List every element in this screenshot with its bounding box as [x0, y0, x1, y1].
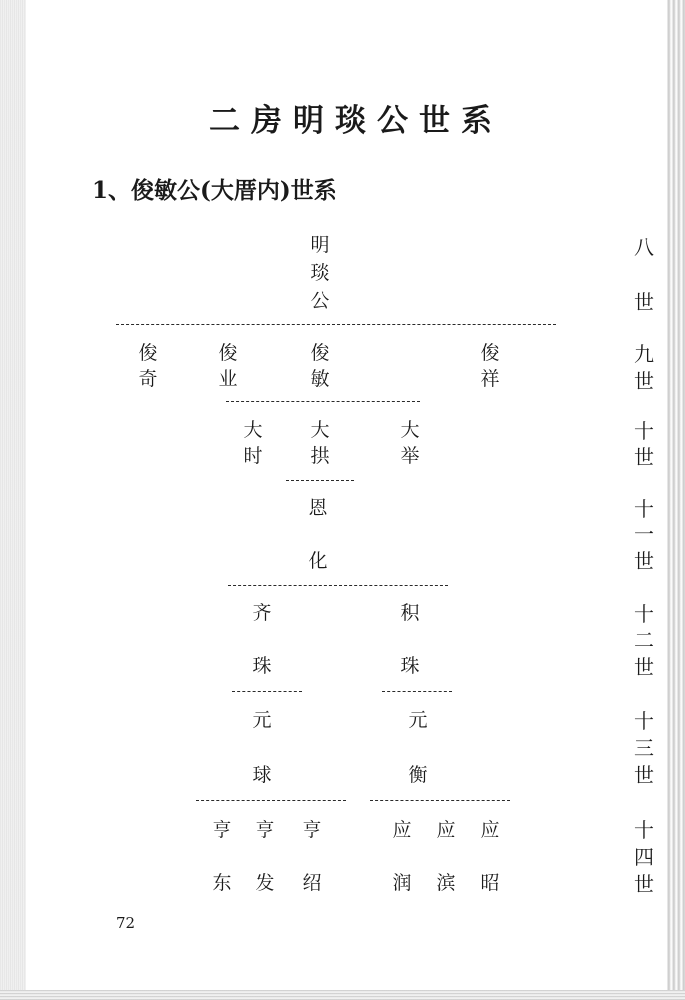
gen-label-char: 世 — [634, 549, 654, 573]
person-qizhu-2: 珠 — [252, 655, 272, 677]
person-yuanheng-2: 衡 — [408, 764, 428, 786]
gen-label-char: 世 — [634, 369, 654, 393]
gen-label-char: 二 — [634, 628, 654, 652]
person-junxiang-2: 祥 — [480, 368, 500, 390]
branch-line-gen12 — [228, 585, 448, 586]
person-hengfa-1: 亨 — [255, 819, 275, 841]
root-char-3: 公 — [310, 290, 330, 312]
gen-label-char: 世 — [634, 445, 654, 469]
root-char-1: 明 — [310, 234, 330, 256]
person-junmin-1: 俊 — [310, 342, 330, 364]
person-junxiang-1: 俊 — [480, 342, 500, 364]
gen-label-char: 十 — [634, 709, 654, 733]
scan-edge-right — [667, 0, 685, 1000]
gen-label-char: 世 — [634, 872, 654, 896]
gen-label-char: 十 — [634, 419, 654, 443]
person-yuanqiu-2: 球 — [252, 764, 272, 786]
person-yingbin-2: 滨 — [436, 872, 456, 894]
person-dagong-1: 大 — [310, 419, 330, 441]
branch-line-gen14-left — [196, 800, 346, 801]
person-qizhu-1: 齐 — [252, 602, 272, 624]
gen-label-char: 十 — [634, 602, 654, 626]
branch-line-gen10 — [226, 401, 420, 402]
gen-label-char: 世 — [634, 763, 654, 787]
branch-line-gen13-right — [382, 691, 452, 692]
person-yingzhao-1: 应 — [480, 819, 500, 841]
person-junmin-2: 敏 — [310, 368, 330, 390]
person-hengfa-2: 发 — [255, 872, 275, 894]
person-yingrun-1: 应 — [392, 819, 412, 841]
person-enhua-2: 化 — [308, 550, 328, 572]
person-dashi-2: 时 — [243, 445, 263, 467]
section-title: 1、俊敏公(大厝内)世系 — [92, 177, 337, 204]
person-daju-2: 举 — [400, 445, 420, 467]
gen-label-char: 一 — [634, 522, 654, 546]
person-yingrun-2: 润 — [392, 872, 412, 894]
person-jizhu-1: 积 — [400, 602, 420, 624]
branch-line-gen11 — [286, 480, 354, 481]
person-dagong-2: 拱 — [310, 445, 330, 467]
person-daju-1: 大 — [400, 419, 420, 441]
page-number: 72 — [116, 914, 136, 932]
person-hengshao-2: 绍 — [302, 872, 322, 894]
person-junqi-2: 奇 — [138, 368, 158, 390]
scan-edge-bottom — [0, 990, 685, 1000]
person-jizhu-2: 珠 — [400, 655, 420, 677]
person-hengdong-1: 亨 — [212, 819, 232, 841]
person-enhua-1: 恩 — [308, 497, 328, 519]
gen-label-char: 八 — [634, 235, 654, 259]
person-junqi-1: 俊 — [138, 342, 158, 364]
gen-label-char: 世 — [634, 655, 654, 679]
gen-label-char: 十 — [634, 497, 654, 521]
branch-line-gen9 — [116, 324, 556, 325]
person-hengdong-2: 东 — [212, 872, 232, 894]
root-char-2: 琰 — [310, 262, 330, 284]
gen-label-char: 四 — [634, 845, 654, 869]
gen-label-char: 九 — [634, 342, 654, 366]
gen-label-char: 三 — [634, 736, 654, 760]
branch-line-gen14-right — [370, 800, 510, 801]
scan-edge-left — [0, 0, 26, 1000]
person-yingzhao-2: 昭 — [480, 872, 500, 894]
gen-label-char: 十 — [634, 818, 654, 842]
person-yuanheng-1: 元 — [408, 709, 428, 731]
gen-label-char: 世 — [634, 290, 654, 314]
person-junye-1: 俊 — [218, 342, 238, 364]
page-title: 二房明琰公世系 — [209, 103, 503, 139]
person-dashi-1: 大 — [243, 419, 263, 441]
person-junye-2: 业 — [218, 368, 238, 390]
person-hengshao-1: 亨 — [302, 819, 322, 841]
person-yingbin-1: 应 — [436, 819, 456, 841]
branch-line-gen13-left — [232, 691, 302, 692]
person-yuanqiu-1: 元 — [252, 709, 272, 731]
